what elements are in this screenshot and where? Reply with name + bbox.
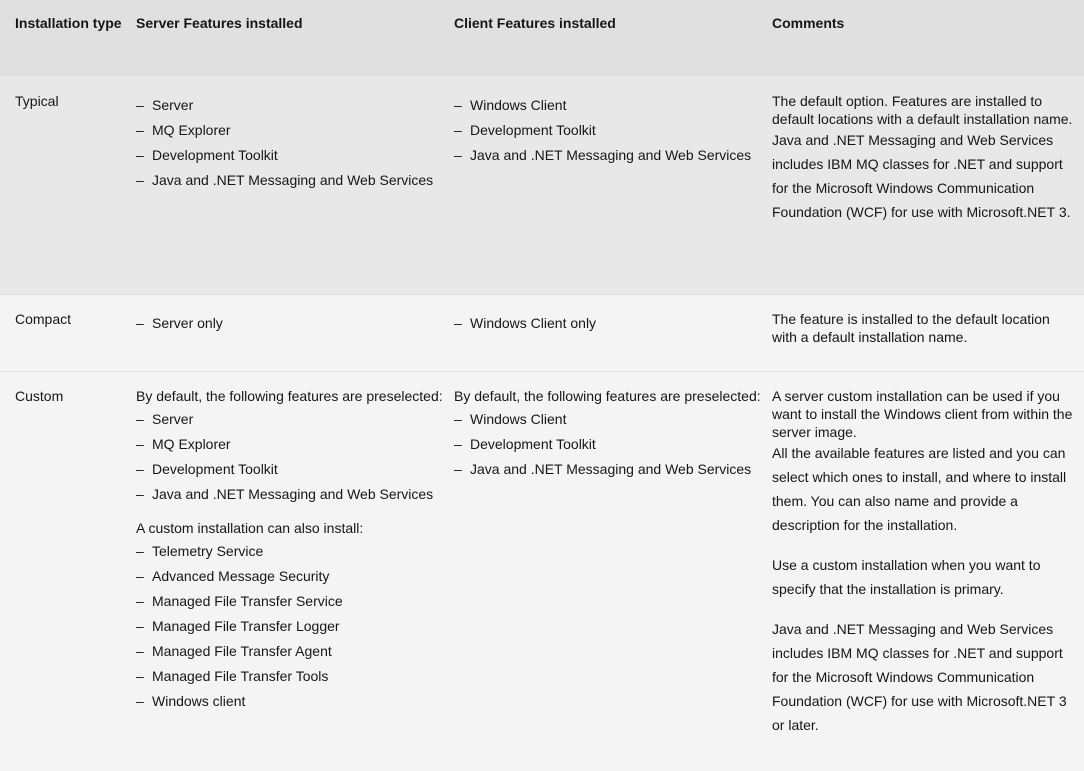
preselected-intro: By default, the following features are preselected: <box>136 388 443 404</box>
cell-comments <box>772 76 1084 294</box>
list-item: – Server <box>136 95 454 116</box>
cell-server-features <box>136 295 454 371</box>
comment-text: The feature is installed to the default location with a default installation name. <box>772 311 1050 345</box>
list-item: – Java and .NET Messaging and Web Services <box>454 145 772 166</box>
server-feature-list <box>136 409 454 505</box>
list-item: – Server <box>136 409 454 430</box>
additional-feature-list <box>136 541 454 712</box>
list-item: – MQ Explorer <box>136 434 454 455</box>
preselected-intro: By default, the following features are preselected: <box>454 388 761 404</box>
table-row-typical <box>0 76 1084 294</box>
installation-type-label: Custom <box>15 388 64 404</box>
list-item: – Java and .NET Messaging and Web Services <box>136 170 454 191</box>
cell-type <box>0 76 136 294</box>
comment-text: A server custom installation can be used if you want to install the Windows client from within the server image. <box>772 388 1073 440</box>
cell-type <box>0 295 136 371</box>
list-item: – Advanced Message Security <box>136 566 454 587</box>
cell-type <box>0 372 136 771</box>
header-client-features: Client Features installed <box>454 15 616 31</box>
list-item: – Managed File Transfer Agent <box>136 641 454 662</box>
cell-client-features <box>454 372 772 771</box>
comment-text: Use a custom installation when you want to specify that the installation is primary. <box>772 557 1041 597</box>
header-server-features: Server Features installed <box>136 15 303 31</box>
also-install-intro: A custom installation can also install: <box>136 520 364 536</box>
list-item: – Managed File Transfer Tools <box>136 666 454 687</box>
client-feature-list <box>454 95 772 166</box>
installation-type-label: Compact <box>15 311 72 327</box>
comment-text: Java and .NET Messaging and Web Services includes IBM MQ classes for .NET and support for the Microsoft Windows Communication Foundation (WCF) for use with Microsoft.NET 3 or later. <box>772 621 1067 733</box>
comment-text: All the available features are listed and you can select which ones to install, and where to install them. You can also name and provide a description for the installation. <box>772 445 1067 533</box>
table-row-compact <box>0 294 1084 371</box>
server-feature-list <box>136 95 454 191</box>
client-feature-list <box>454 313 772 334</box>
list-item: – Development Toolkit <box>454 120 772 141</box>
server-feature-list <box>136 313 454 334</box>
list-item: – Server only <box>136 313 454 334</box>
cell-server-features <box>136 372 454 771</box>
cell-server-features <box>136 76 454 294</box>
header-comments: Comments <box>772 15 845 31</box>
cell-comments <box>772 372 1084 771</box>
list-item: – Java and .NET Messaging and Web Services <box>454 459 772 480</box>
list-item: – Managed File Transfer Service <box>136 591 454 612</box>
list-item: – Development Toolkit <box>136 145 454 166</box>
cell-client-features <box>454 295 772 371</box>
header-installation-type: Installation type <box>15 15 122 31</box>
list-item: – Telemetry Service <box>136 541 454 562</box>
list-item: – Managed File Transfer Logger <box>136 616 454 637</box>
cell-client-features <box>454 76 772 294</box>
list-item: – Development Toolkit <box>136 459 454 480</box>
list-item: – Windows client <box>136 691 454 712</box>
comment-text: Java and .NET Messaging and Web Services includes IBM MQ classes for .NET and support for the Microsoft Windows Communication Foundation (WCF) for use with Microsoft.NET 3. <box>772 132 1071 220</box>
list-item: – MQ Explorer <box>136 120 454 141</box>
list-item: – Java and .NET Messaging and Web Services <box>136 484 454 505</box>
table-row-custom <box>0 371 1084 771</box>
installation-type-label: Typical <box>15 93 59 109</box>
list-item: – Windows Client <box>454 409 772 430</box>
list-item: – Development Toolkit <box>454 434 772 455</box>
comment-text: The default option. Features are installed to default locations with a default installation name. <box>772 93 1073 127</box>
cell-comments <box>772 295 1084 371</box>
table-header-row <box>0 0 1084 76</box>
list-item: – Windows Client only <box>454 313 772 334</box>
client-feature-list <box>454 409 772 480</box>
list-item: – Windows Client <box>454 95 772 116</box>
